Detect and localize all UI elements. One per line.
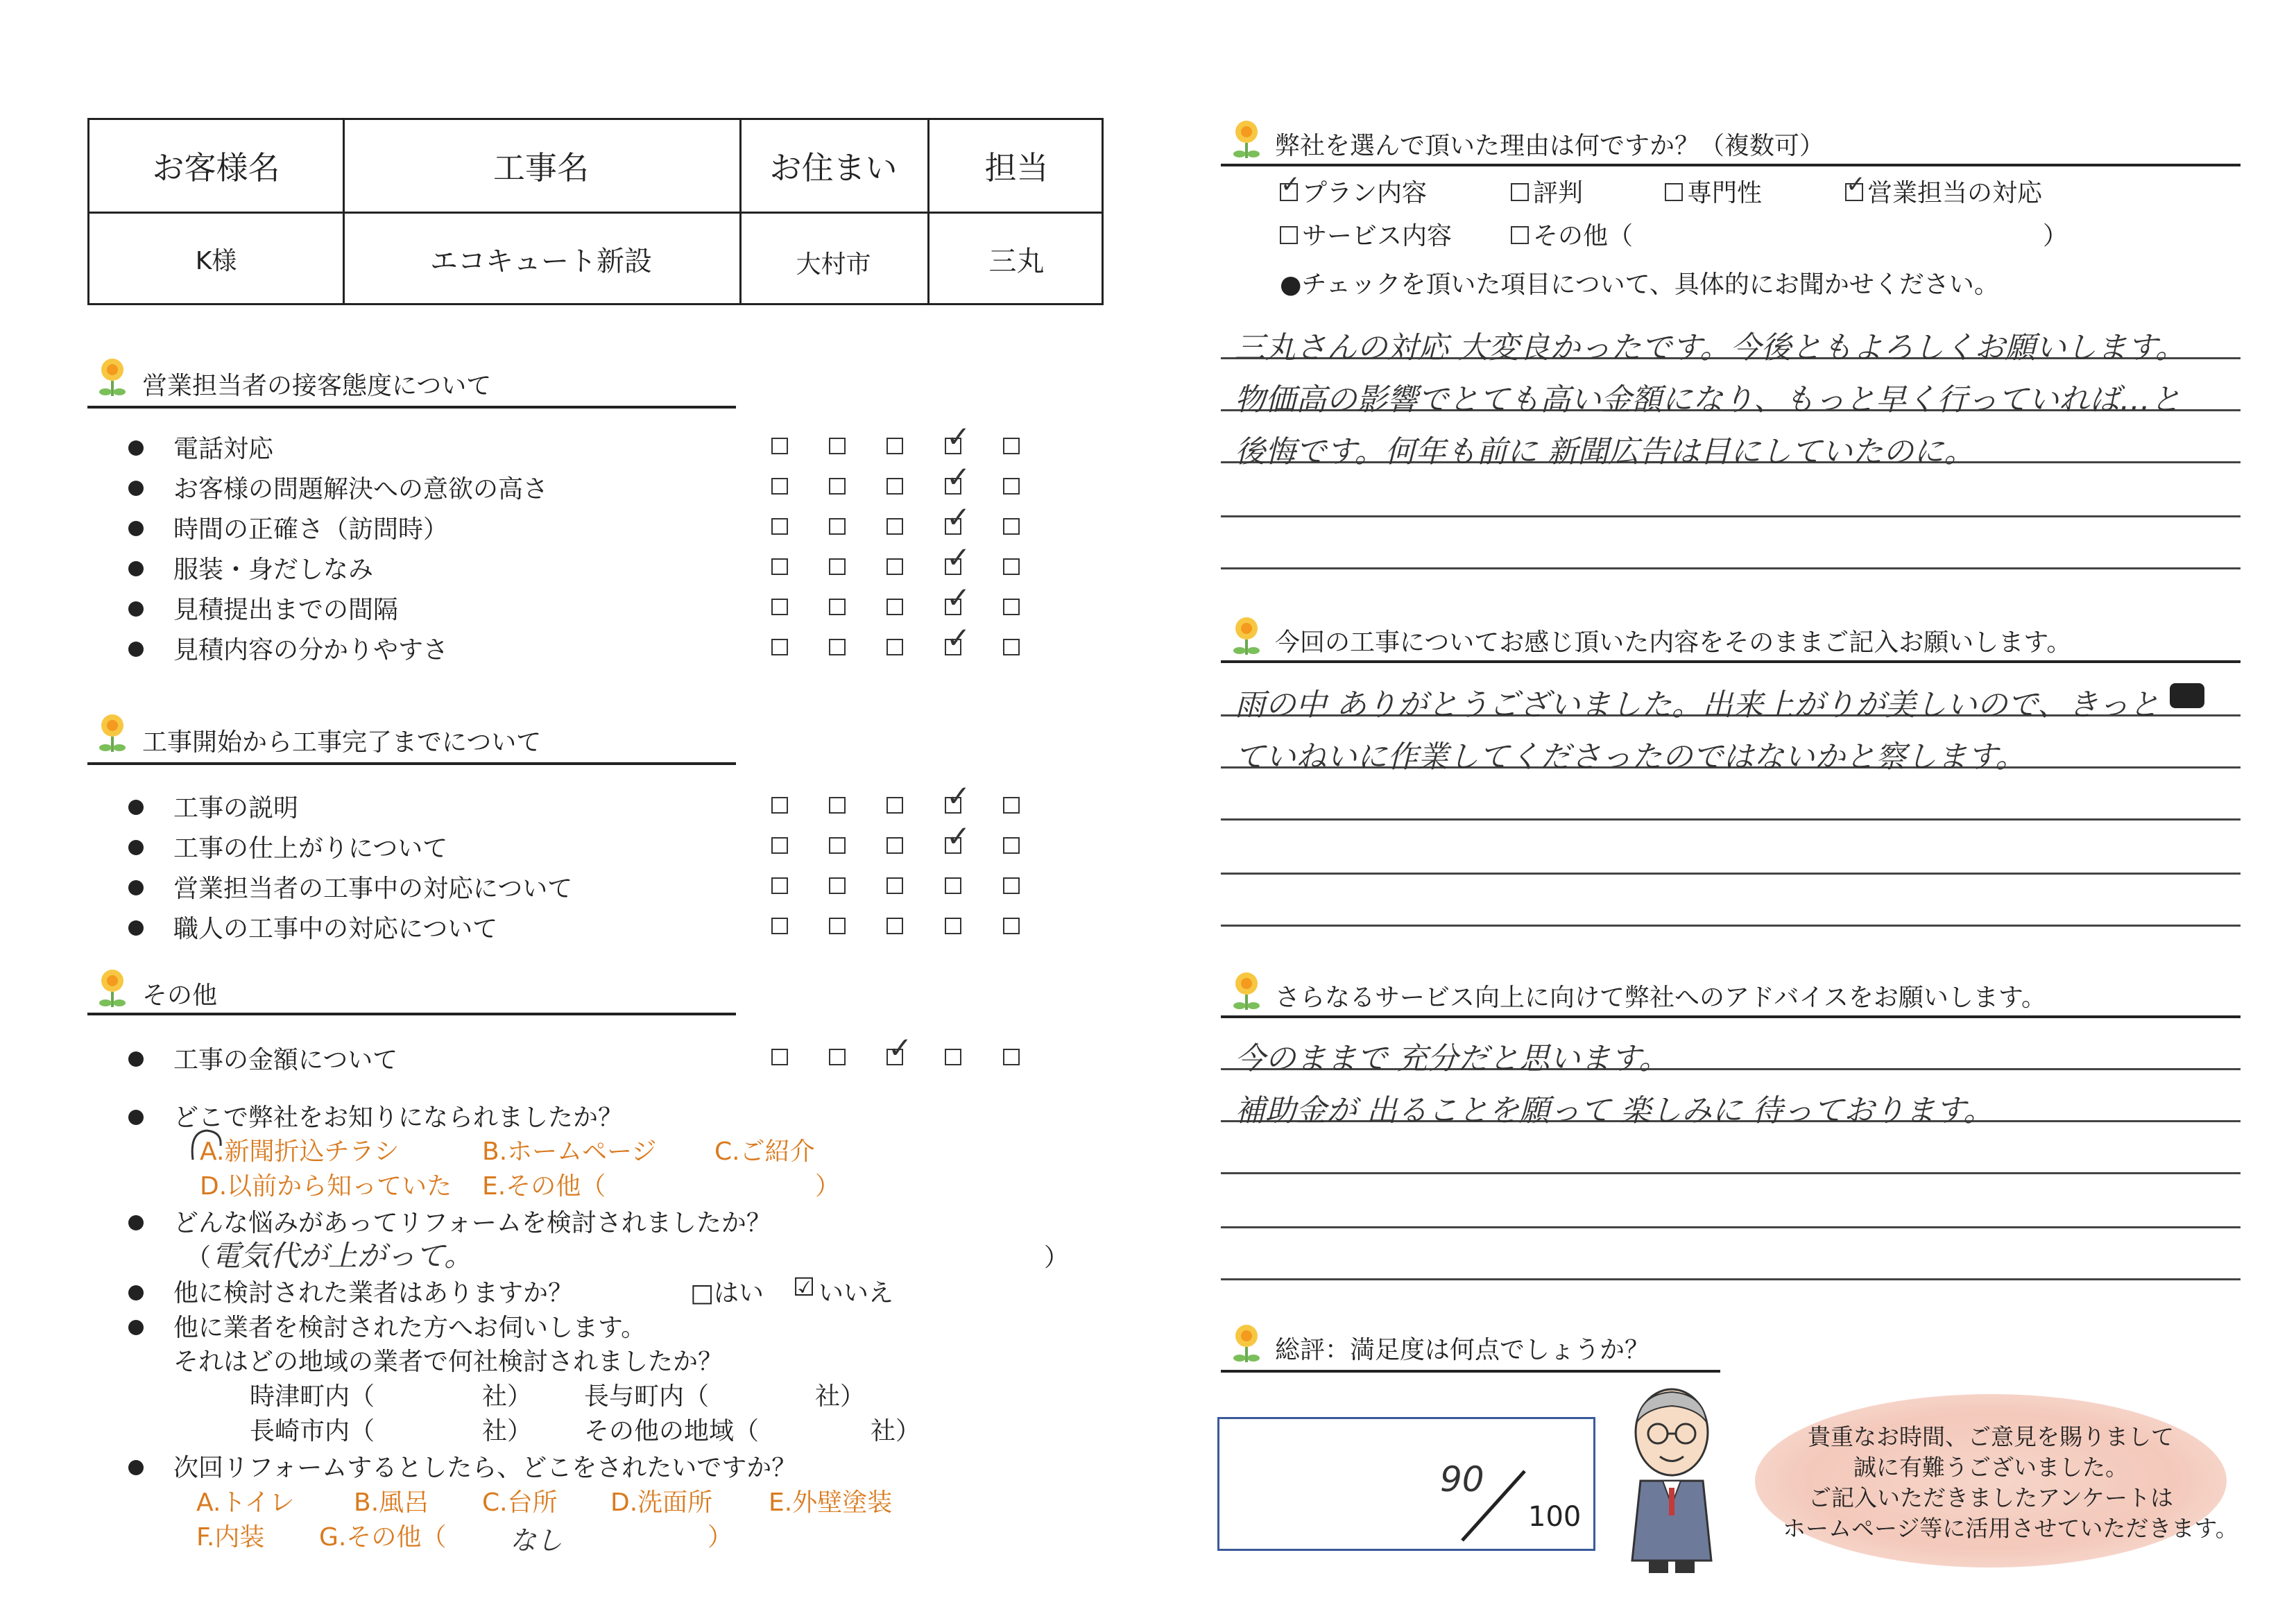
section1-label: 見積内容の分かりやすさ [173,636,449,664]
rating-checkbox[interactable] [829,837,846,854]
answer-line [1221,818,2241,821]
reason-option-label[interactable]: サービス内容 [1302,222,1453,250]
section2-label: 営業担当者の工事中の対応について [173,875,573,903]
residence: 大村市 [796,250,871,279]
check-mark: ✓ [946,621,971,655]
staff-name: 三丸 [988,245,1045,277]
rating-checkbox[interactable] [829,1049,846,1065]
other-vendor-no-mark[interactable]: ☑ [793,1273,816,1302]
rating-checkbox[interactable] [771,1049,788,1065]
next-reform-d[interactable]: D.洗面所 [610,1488,713,1517]
check-mark: ✓ [888,1031,913,1065]
how-known-option-e-close: ） [815,1172,841,1201]
header-staff: 担当 [984,149,1049,187]
section2-label: 工事の仕上がりについて [173,834,448,863]
next-reform-b[interactable]: B.風呂 [354,1488,429,1517]
rating-checkbox[interactable] [771,837,788,854]
next-reform-g[interactable]: G.その他（ [319,1523,447,1552]
check-mark: ✓ [946,460,971,494]
section2-label: 工事の説明 [173,794,299,823]
reason-checkbox[interactable] [1665,183,1683,201]
rating-checkbox[interactable] [771,639,788,655]
right1-answer-line-1[interactable]: 三丸さんの対応 大変良かったです。今後ともよろしくお願いします。 [1235,330,2186,366]
rating-checkbox[interactable] [886,918,903,934]
check-mark: ✓ [1846,171,1866,198]
answer-line [1221,1278,2241,1280]
reason-option-label[interactable]: プラン内容 [1302,179,1428,207]
check-mark: ✓ [946,581,971,615]
bullet [128,920,144,936]
reason-option-label[interactable]: 営業担当の対応 [1867,179,2043,207]
area-nagayo: 長与町内（ [584,1382,710,1411]
next-reform-a[interactable]: A.トイレ [196,1488,295,1517]
next-reform-other-answer[interactable]: なし [510,1525,563,1556]
other-vendor-no[interactable]: いいえ [819,1279,894,1307]
reason-option-label[interactable]: 専門性 [1687,179,1763,207]
section1-label: 見積提出までの間隔 [173,596,399,624]
check-mark: ✓ [1280,171,1301,198]
rating-checkbox[interactable] [886,599,903,615]
bullet [128,1051,144,1067]
thanks-line: 誠に有難うございました。 [1853,1454,2128,1481]
how-known-option-b[interactable]: B.ホームページ [482,1137,657,1166]
section2-label: 職人の工事中の対応について [173,915,498,943]
reason-checkbox[interactable] [1511,226,1529,244]
next-reform-question: 次回リフォームするとしたら、どこをされたいですか？ [173,1454,797,1482]
right3-title: さらなるサービス向上に向けて弊社へのアドバイスをお願いします。 [1275,984,2047,1012]
reason-checkbox[interactable] [1511,183,1529,201]
right4-rule [1221,1370,1720,1373]
thanks-line: ご記入いただきましたアンケートは [1808,1484,2174,1511]
rating-checkbox[interactable] [771,877,788,894]
section1-label: お客様の問題解決への意欲の高さ [173,475,549,504]
bullet [128,642,144,657]
mascot-illustration [1620,1384,1724,1578]
how-known-option-a[interactable]: A.新聞折込チラシ [200,1137,400,1166]
section1-rule [87,406,736,409]
rating-checkbox[interactable] [1003,1049,1020,1065]
reason-option-label[interactable]: その他（ [1533,222,1634,250]
right2-answer-line-1[interactable]: 雨の中 ありがとうございました。出来上がりが美しいので、きっと [1235,687,2160,723]
check-mark: ✓ [946,500,971,534]
rating-checkbox[interactable] [886,837,903,854]
rating-checkbox[interactable] [1003,918,1020,934]
header-customer: お客様名 [152,149,280,187]
flower-icon [97,713,128,755]
area-nagasaki-unit: 社） [482,1417,533,1445]
section2-title: 工事開始から工事完了までについて [142,728,542,757]
how-known-option-c[interactable]: C.ご紹介 [714,1137,815,1166]
next-reform-e[interactable]: E.外壁塗装 [769,1488,893,1517]
bullet [128,880,144,895]
area-tokitsu-unit: 社） [482,1382,533,1411]
rating-checkbox[interactable] [829,438,846,454]
rating-checkbox[interactable] [771,918,788,934]
section3-title: その他 [142,981,218,1010]
rating-checkbox[interactable] [1003,639,1020,655]
vendor-area-q1: 他に業者を検討された方へお伺いします。 [173,1314,646,1342]
answer-line [1221,873,2241,875]
bullet [128,440,144,456]
check-mark: ✓ [946,779,971,813]
thanks-message [1783,1422,2238,1544]
right2-title: 今回の工事についてお感じ頂いた内容をそのままご記入お願いします。 [1275,628,2072,657]
customer-table [87,118,1104,305]
rating-checkbox[interactable] [829,797,846,814]
bullet [128,1110,144,1125]
header-residence: お住まい [769,149,898,187]
rating-checkbox[interactable] [771,797,788,814]
reason-other-close: ） [2043,222,2068,250]
worry-answer[interactable]: 電気代が上がって。 [212,1239,474,1273]
customer-name: K様 [195,246,237,275]
check-mark: ✓ [946,819,971,853]
right4-title: 総評：満足度は何点でしょうか？ [1275,1336,1650,1364]
rating-checkbox[interactable] [771,478,788,495]
area-nagasaki: 長崎市内（ [250,1417,375,1445]
rating-checkbox[interactable] [829,518,846,535]
area-other: その他の地域（ [584,1417,760,1445]
rating-checkbox[interactable] [886,478,903,495]
rating-checkbox[interactable] [771,518,788,535]
rating-checkbox[interactable] [829,478,846,495]
rating-checkbox[interactable] [886,877,903,894]
next-reform-g-close: ） [708,1523,733,1552]
rating-checkbox[interactable] [1003,478,1020,495]
rating-checkbox[interactable] [829,558,846,575]
bullet [128,1215,144,1230]
area-tokitsu: 時津町内（ [250,1382,375,1411]
next-reform-f[interactable]: F.内装 [196,1523,265,1552]
right3-answer-line-1[interactable]: 今のままで 充分だと思います。 [1235,1041,1670,1076]
answer-line [1221,1172,2241,1174]
section1-label: 時間の正確さ（訪問時） [173,515,449,544]
score-value[interactable]: 90 [1440,1459,1484,1500]
rating-checkbox[interactable] [829,877,846,894]
rating-checkbox[interactable] [886,438,903,454]
bullet [128,601,144,617]
section2-rule [87,762,736,765]
rating-checkbox[interactable] [886,639,903,655]
work-name: エコキュート新設 [430,245,652,277]
right3-answer-line-2[interactable]: 補助金が 出ることを願って 楽しみに 待っております。 [1235,1093,1994,1128]
rating-checkbox[interactable] [1003,599,1020,615]
answer-line [1221,1226,2241,1228]
rating-checkbox[interactable] [829,599,846,615]
answer-line [1221,567,2241,569]
rating-checkbox[interactable] [886,558,903,575]
bullet [128,481,144,496]
reason-checkbox[interactable] [1280,226,1298,244]
flower-icon [1231,616,1262,658]
section3-rule [87,1013,736,1015]
right2-rule [1221,660,2241,663]
score-max: 100 [1528,1501,1582,1533]
right1-title: 弊社を選んで頂いた理由は何ですか？（複数可） [1275,132,1825,160]
bullet [128,1285,144,1300]
vendor-area-q2: それはどの地域の業者で何社検討されましたか？ [173,1348,723,1376]
answer-line [1221,925,2241,927]
area-nagayo-unit: 社） [815,1382,866,1411]
right1-rule [1221,164,2241,166]
bullet [128,1460,144,1475]
other-vendor-yes[interactable]: □はい [690,1279,764,1307]
rating-checkbox[interactable] [1003,797,1020,814]
area-other-unit: 社） [871,1417,921,1445]
flower-icon [1231,119,1262,161]
rating-checkbox[interactable] [771,438,788,454]
section1-label: 服装・身だしなみ [173,556,374,584]
rating-checkbox[interactable] [1003,558,1020,575]
bullet [128,840,144,855]
rating-checkbox[interactable] [771,599,788,615]
answer-line [1221,515,2241,517]
rating-checkbox[interactable] [886,797,903,814]
cost-label: 工事の金額について [173,1046,398,1074]
rating-checkbox[interactable] [1003,877,1020,894]
rating-checkbox[interactable] [829,639,846,655]
section1-title: 営業担当者の接客態度について [142,372,492,400]
bullet [128,521,144,536]
score-slash [1455,1468,1532,1544]
thanks-line: ホームページ等に活用させていただきます。 [1783,1515,2238,1542]
other-vendor-question: 他に検討された業者はありますか？ [173,1279,574,1307]
worry-close-paren: ） [1044,1244,1070,1272]
next-reform-c[interactable]: C.台所 [482,1488,558,1517]
right2-answer-line-2[interactable]: ていねいに作業してくださったのではないかと察します。 [1235,739,2026,775]
score-box[interactable] [1217,1417,1595,1551]
ink-blot [2170,683,2204,708]
how-known-option-d[interactable]: D.以前から知っていた [200,1172,452,1201]
right3-rule [1221,1015,2241,1018]
how-known-question: どこで弊社をお知りになられましたか？ [173,1104,624,1132]
rating-checkbox[interactable] [945,918,961,934]
flower-icon [1231,1323,1262,1365]
rating-checkbox[interactable] [886,518,903,535]
rating-checkbox[interactable] [829,918,846,934]
rating-checkbox[interactable] [945,877,961,894]
right1-note: ●チェックを頂いた項目について、具体的にお聞かせください。 [1280,270,1999,299]
check-mark: ✓ [946,540,971,574]
bullet [128,800,144,815]
section1-label: 電話対応 [173,435,274,463]
bullet [128,561,144,576]
flower-icon [97,968,128,1010]
right1-answer-line-2[interactable]: 物価高の影響でとても高い金額になり、もっと早く行っていれば…と [1235,382,2181,418]
worry-question: どんな悩みがあってリフォームを検討されましたか？ [173,1209,771,1237]
how-known-option-e[interactable]: E.その他（ [482,1172,606,1201]
rating-checkbox[interactable] [1003,438,1020,454]
reason-option-label[interactable]: 評判 [1533,179,1584,207]
circle-mark [186,1125,228,1167]
worry-open-paren: （ [186,1244,212,1272]
flower-icon [1231,971,1262,1013]
rating-checkbox[interactable] [1003,518,1020,535]
rating-checkbox[interactable] [1003,837,1020,854]
rating-checkbox[interactable] [771,558,788,575]
flower-icon [97,357,128,399]
rating-checkbox[interactable] [945,1049,961,1065]
check-mark: ✓ [946,420,971,454]
right1-answer-line-3[interactable]: 後悔です。何年も前に 新聞広告は目にしていたのに。 [1235,434,1975,470]
bullet [128,1320,144,1335]
thanks-line: 貴重なお時間、ご意見を賜りまして [1808,1423,2174,1450]
header-work: 工事名 [493,149,589,187]
